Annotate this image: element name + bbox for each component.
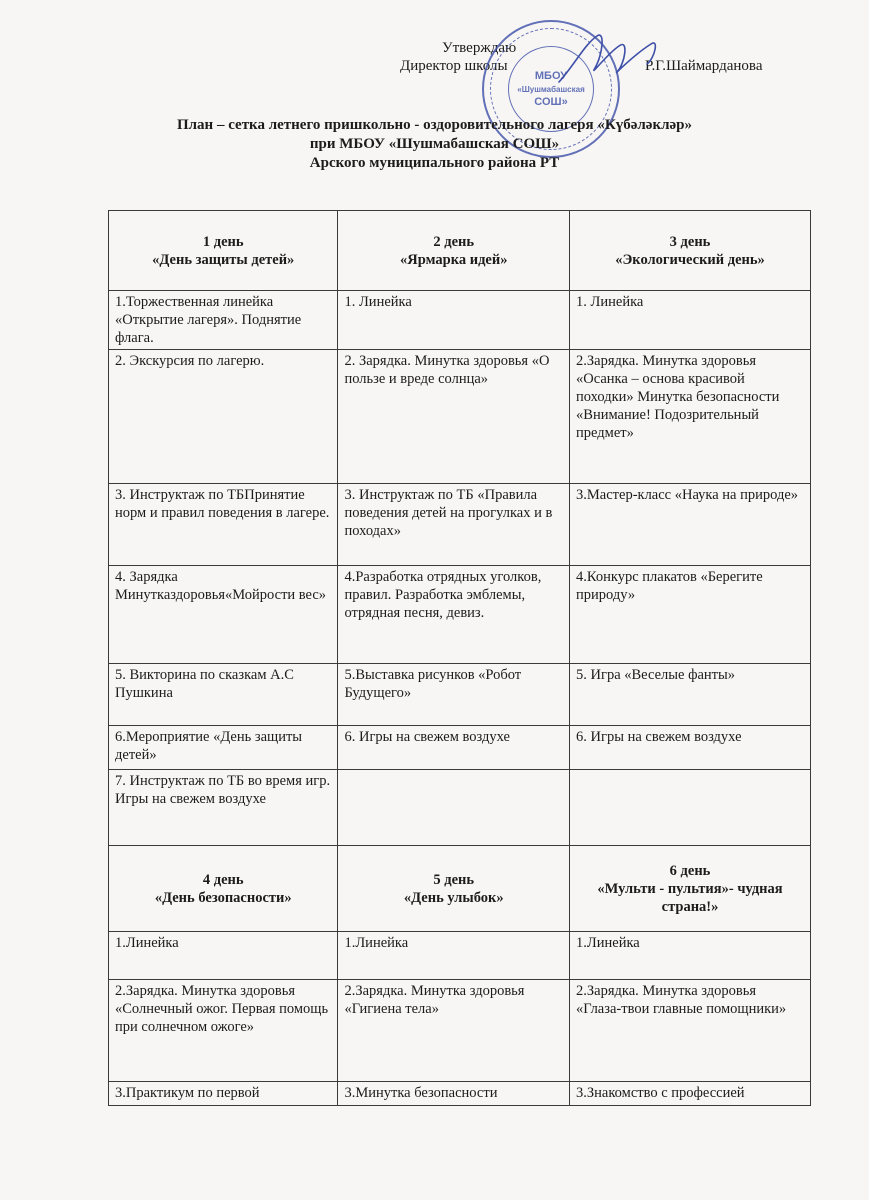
table-cell: 1.Линейка bbox=[338, 932, 570, 980]
approval-block bbox=[0, 38, 869, 88]
table-cell: 4. Зарядка Минутказдоровья«Мойрости вес» bbox=[109, 566, 338, 664]
table-cell: 1.Линейка bbox=[570, 932, 811, 980]
table-cell: 2.Зарядка. Минутка здоровья «Гигиена тела» bbox=[338, 980, 570, 1082]
table-cell: 6. Игры на свежем воздухе bbox=[570, 726, 811, 770]
table-row bbox=[109, 291, 811, 350]
table-row bbox=[109, 980, 811, 1082]
title-line-1: План – сетка летнего пришкольно - оздоровительного лагеря «Күбәләкләр» bbox=[176, 117, 693, 133]
table-cell: 2.Зарядка. Минутка здоровья «Осанка – основа красивой походки» Минутка безопасности «Внимание! Подозрительный предмет» bbox=[570, 350, 811, 484]
table-cell: 7. Инструктаж по ТБ во время игр. Игры на свежем воздухе bbox=[109, 770, 338, 846]
table-row bbox=[109, 770, 811, 846]
table-cell: 2.Зарядка. Минутка здоровья «Глаза-твои главные помощники» bbox=[570, 980, 811, 1082]
day-header: 4 день «День безопасности» bbox=[109, 846, 338, 932]
table-cell: 4.Конкурс плакатов «Берегите природу» bbox=[570, 566, 811, 664]
schedule-table bbox=[108, 210, 811, 1106]
header-row bbox=[109, 211, 811, 291]
table-cell: 4.Разработка отрядных уголков, правил. Разработка эмблемы, отрядная песня, девиз. bbox=[338, 566, 570, 664]
director-signature bbox=[555, 24, 665, 94]
table-row bbox=[109, 664, 811, 726]
approval-title: Утверждаю bbox=[442, 40, 517, 56]
table-row bbox=[109, 350, 811, 484]
table-cell: 3. Инструктаж по ТБ «Правила поведения детей на прогулках и в походах» bbox=[338, 484, 570, 566]
table-cell: 1. Линейка bbox=[338, 291, 570, 350]
title-line-3: Арского муниципального района РТ bbox=[309, 155, 560, 171]
table-cell bbox=[570, 770, 811, 846]
day-header: 6 день «Мульти - пультия»- чудная страна!» bbox=[570, 846, 811, 932]
table-row bbox=[109, 566, 811, 664]
table-cell: 3. Инструктаж по ТБПринятие норм и правил поведения в лагере. bbox=[109, 484, 338, 566]
table-cell: 3.Минутка безопасности bbox=[338, 1082, 570, 1106]
table-cell: 2.Зарядка. Минутка здоровья «Солнечный ожог. Первая помощь при солнечном ожоге» bbox=[109, 980, 338, 1082]
table-cell: 5. Игра «Веселые фанты» bbox=[570, 664, 811, 726]
day-header: 3 день «Экологический день» bbox=[570, 211, 811, 291]
table-cell: 6.Мероприятие «День защиты детей» bbox=[109, 726, 338, 770]
approval-director-label: Директор школы bbox=[400, 58, 508, 74]
stamp-line-1: МБОУ bbox=[534, 69, 568, 82]
table-cell bbox=[338, 770, 570, 846]
table-cell: 5. Викторина по сказкам А.С Пушкина bbox=[109, 664, 338, 726]
stamp-line-3: СОШ» bbox=[534, 95, 568, 108]
table-row bbox=[109, 1082, 811, 1106]
table-cell: 3.Мастер-класс «Наука на природе» bbox=[570, 484, 811, 566]
table-row bbox=[109, 726, 811, 770]
day-header: 2 день «Ярмарка идей» bbox=[338, 211, 570, 291]
document-title bbox=[0, 116, 869, 173]
header-row bbox=[109, 846, 811, 932]
table-cell: 6. Игры на свежем воздухе bbox=[338, 726, 570, 770]
day-header: 5 день «День улыбок» bbox=[338, 846, 570, 932]
table-cell: 1.Линейка bbox=[109, 932, 338, 980]
approval-director-name: Р.Г.Шаймарданова bbox=[645, 58, 763, 74]
day-header: 1 день «День защиты детей» bbox=[109, 211, 338, 291]
table-cell: 2. Экскурсия по лагерю. bbox=[109, 350, 338, 484]
table-cell: 1. Линейка bbox=[570, 291, 811, 350]
stamp-line-2: «Шушмабашская bbox=[517, 84, 585, 94]
table-cell: 2. Зарядка. Минутка здоровья «О пользе и вреде солнца» bbox=[338, 350, 570, 484]
table-row bbox=[109, 932, 811, 980]
title-line-2: при МБОУ «Шушмабашская СОШ» bbox=[309, 136, 560, 152]
table-cell: 5.Выставка рисунков «Робот Будущего» bbox=[338, 664, 570, 726]
table-cell: 3.Практикум по первой bbox=[109, 1082, 338, 1106]
table-cell: 3.Знакомство с профессией bbox=[570, 1082, 811, 1106]
table-row bbox=[109, 484, 811, 566]
table-cell: 1.Торжественная линейка «Открытие лагеря». Поднятие флага. bbox=[109, 291, 338, 350]
